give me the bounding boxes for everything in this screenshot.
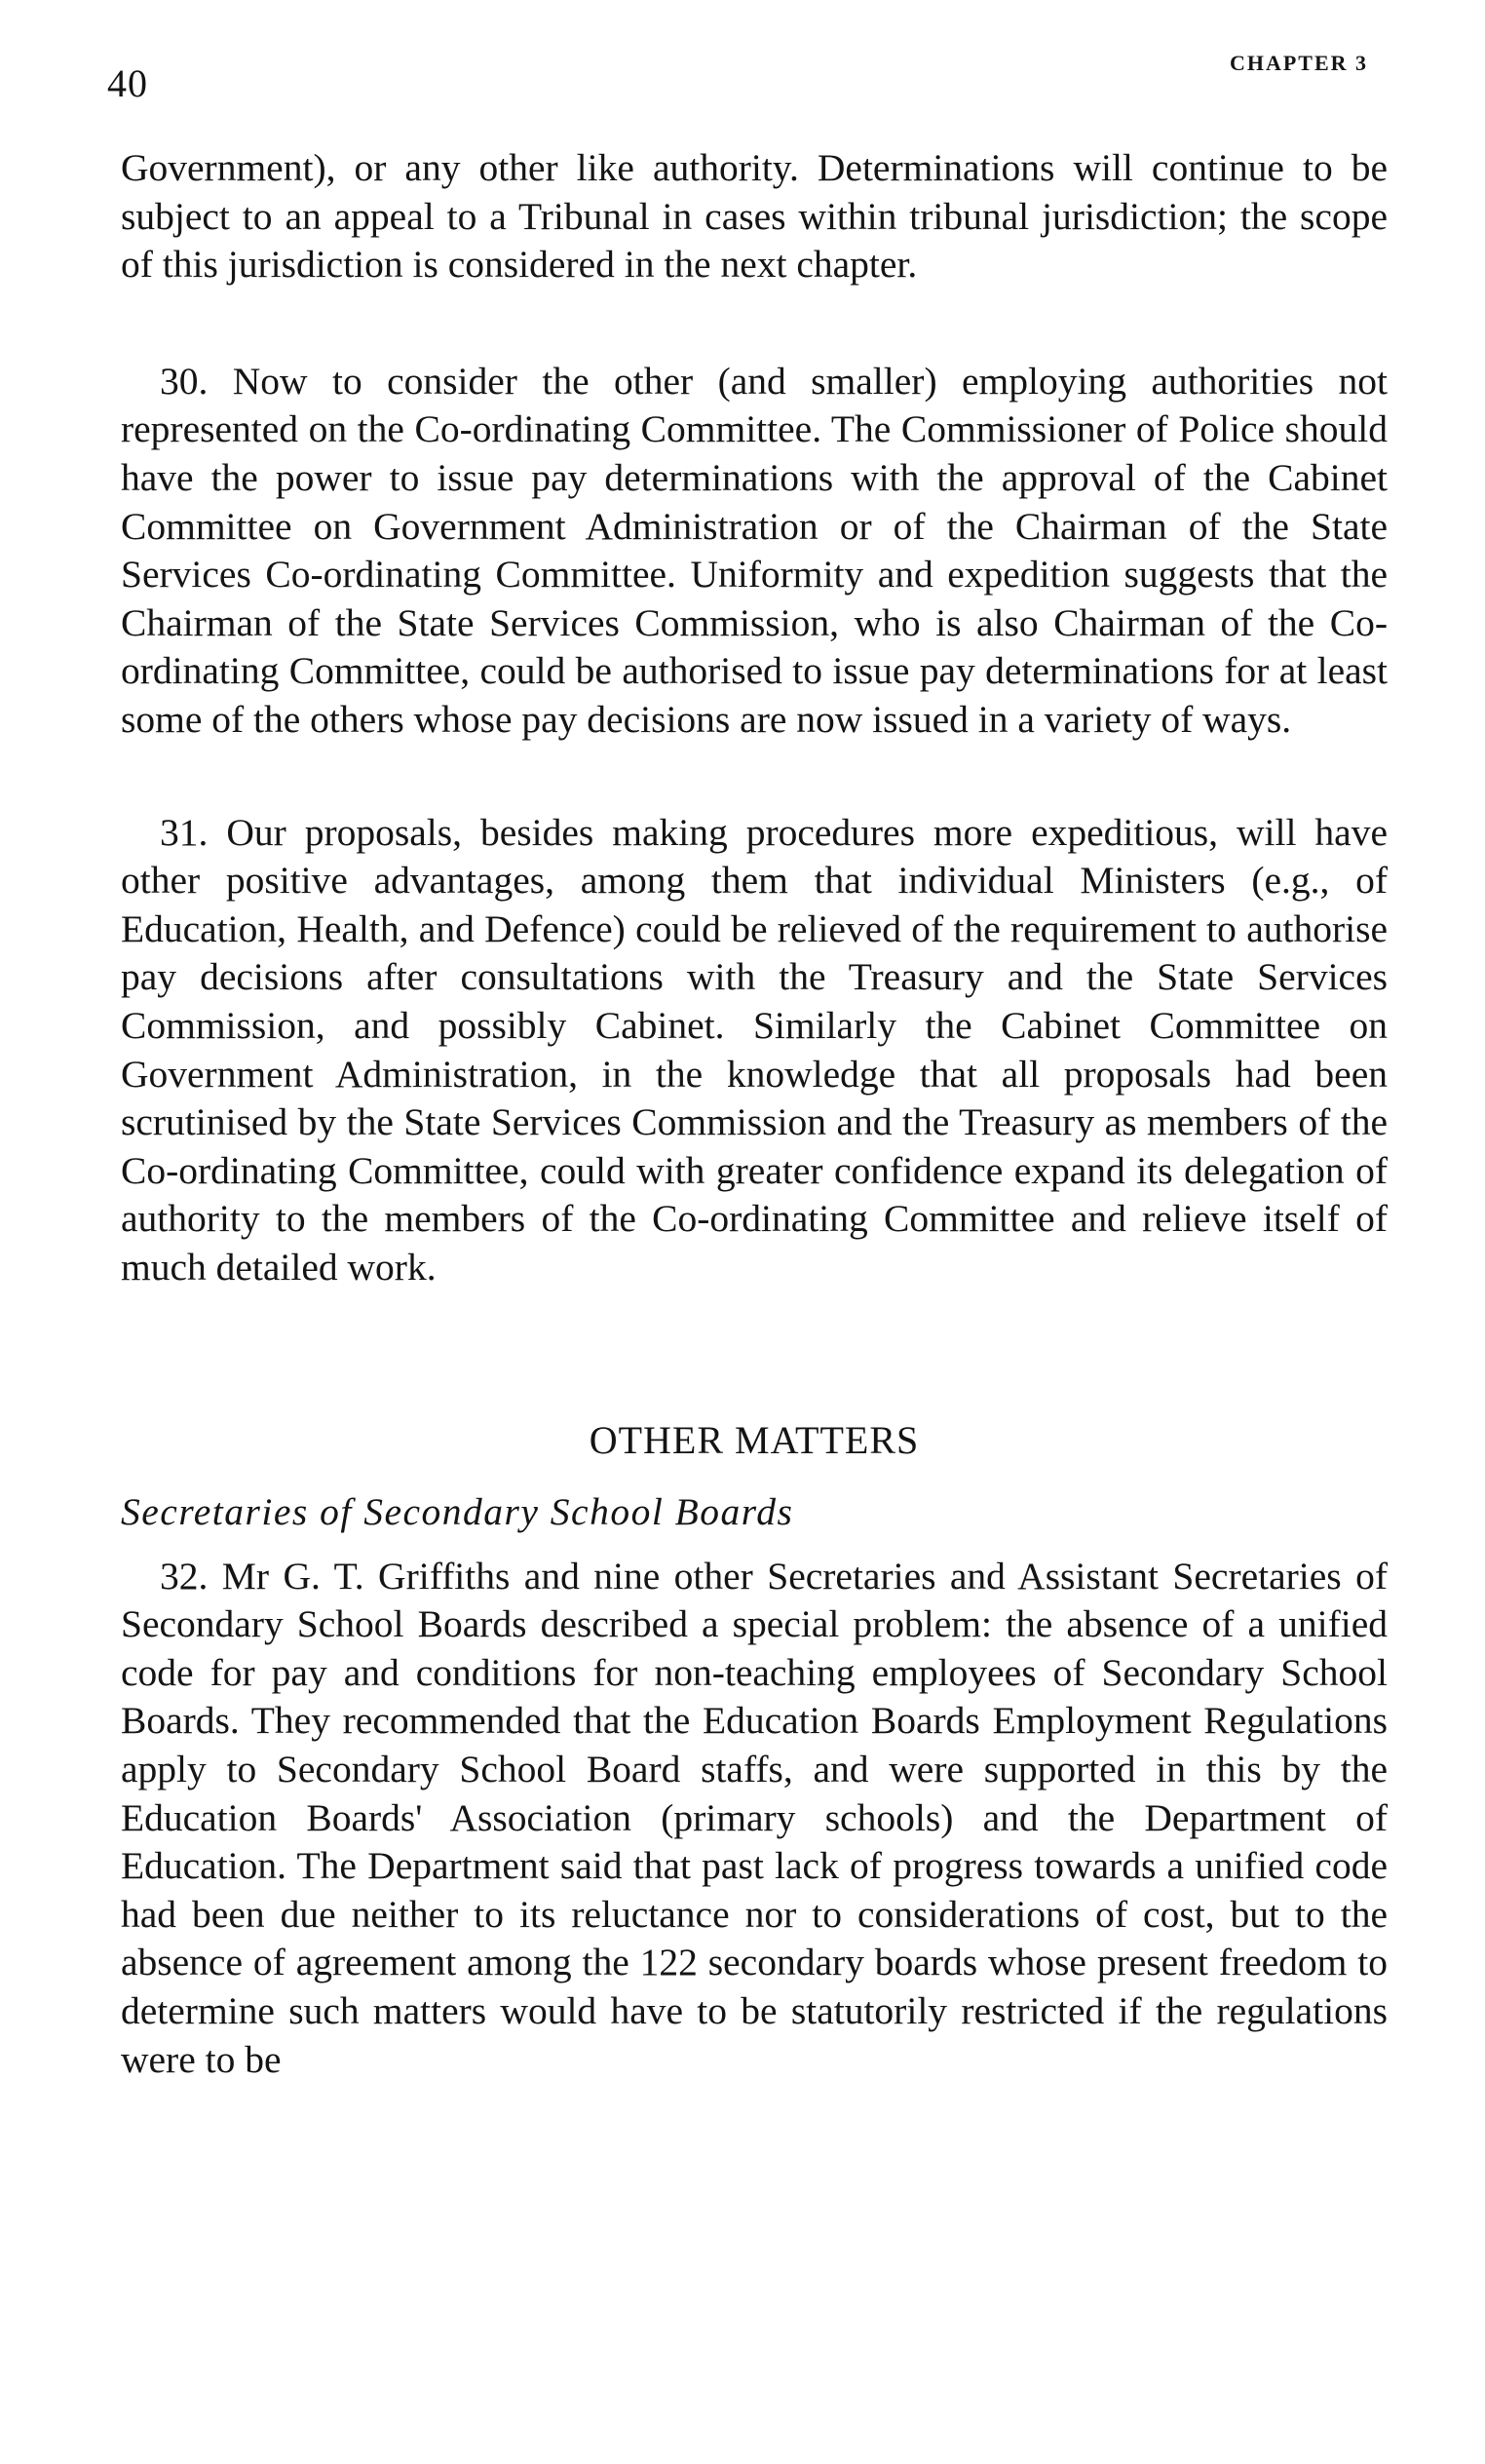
body-text: [121, 144, 1388, 2084]
running-head: CHAPTER 3: [1229, 51, 1368, 75]
continuation-paragraph: Government), or any other like authority. Determinations will continue to be subject to an appeal to a Tribunal in cases within tribunal jurisdiction; the scope of this jurisdiction is considered in the next chapter.: [121, 146, 1388, 287]
page-number: 40: [107, 61, 148, 105]
subheading: Secretaries of Secondary School Boards: [121, 1490, 794, 1534]
paragraph-31: 31. Our proposals, besides making procedures more expeditious, will have other positive advantages, among them that individual Ministers (e.g., of Education, Health, and Defence) could be relieved of the requirement to authorise pay decisions after consultations with the Treasury and the State Services Commission, and possibly Cabinet. Similarly the Cabinet Committee on Government Administration, in the knowledge that all proposals had been scrutinised by the State Services Commission and the Treasury as members of the Co-ordinating Committee, could with greater confidence expand its delegation of authority to the members of the Co-ordinating Committee and relieve itself of much detailed work.: [121, 810, 1388, 1289]
paragraph-32: 32. Mr G. T. Griffiths and nine other Secretaries and Assistant Secretaries of Secondary School Boards described a special problem: the absence of a unified code for pay and conditions for non-teaching employees of Secondary School Boards. They recommended that the Education Boards Employment Regulations apply to Secondary School Board staffs, and were supported in this by the Education Boards' Association (primary schools) and the Department of Education. The Department said that past lack of progress towards a unified code had been due neither to its reluctance nor to considerations of cost, but to the absence of agreement among the 122 secondary boards whose present freedom to determine such matters would have to be statutorily restricted if the regulations were to be: [121, 1554, 1388, 2081]
section-heading: OTHER MATTERS: [589, 1418, 920, 1463]
paragraph-30: 30. Now to consider the other (and smaller) employing authorities not represented on the Co-ordinating Committee. The Commissioner of Police should have the power to issue pay determinations with the approval of the Cabinet Committee on Government Administration or of the Chairman of the State Services Co-ordinating Committee. Uniformity and expedition suggests that the Chairman of the State Services Commission, who is also Chairman of the Co-ordinating Committee, could be authorised to issue pay determinations for at least some of the others whose pay decisions are now issued in a variety of ways.: [121, 359, 1388, 741]
